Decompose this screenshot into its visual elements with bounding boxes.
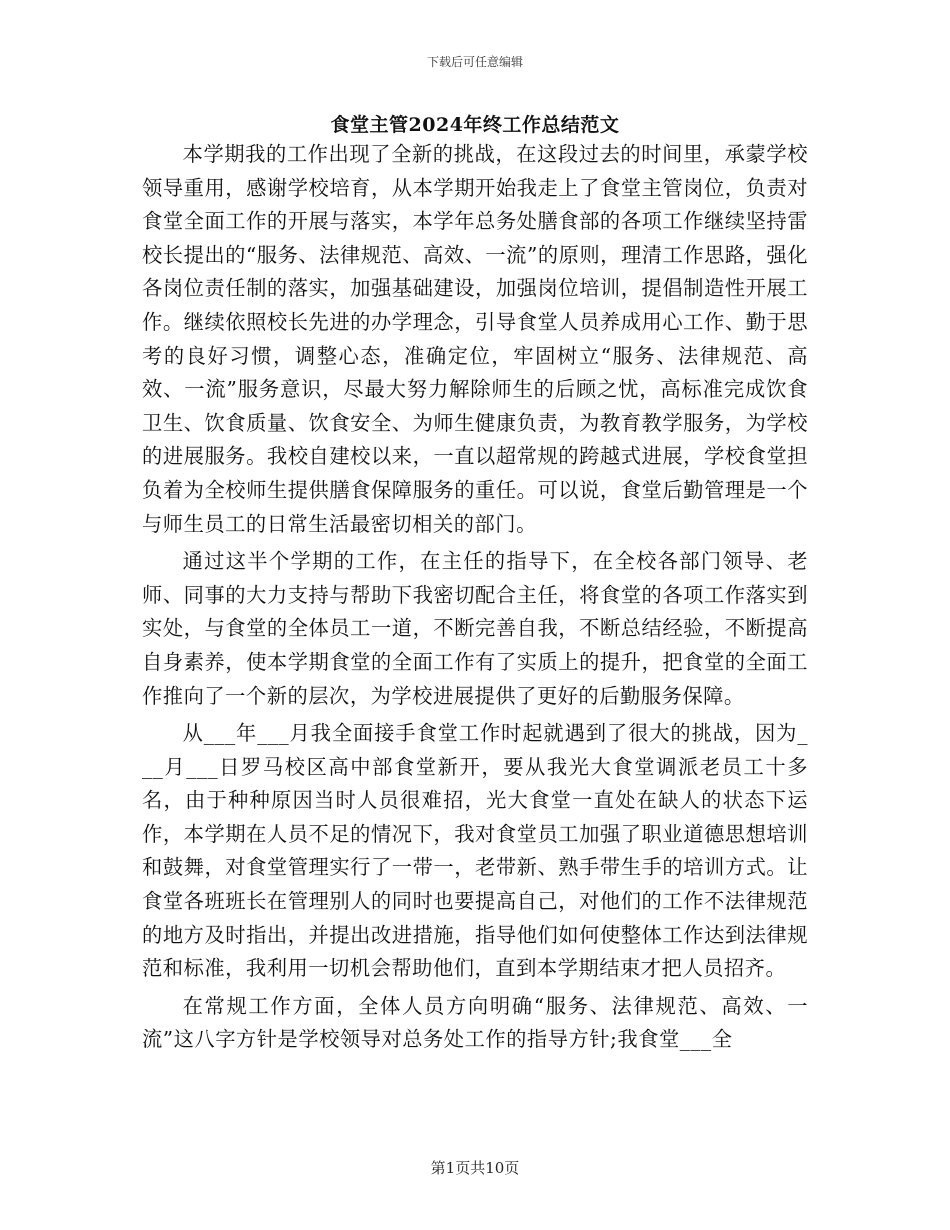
document-body: [142, 138, 808, 1061]
paragraph-2: 通过这半个学期的工作，在主任的指导下，在全校各部门领导、老师、同事的大力支持与帮助下我密切配合主任，将食堂的各项工作落实到实处，与食堂的全体员工一道，不断完善自我，不断总结经验，不断提高自身素养，使本学期食堂的全面工作有了实质上的提升，把食堂的全面工作推向了一个新的层次，为学校进展提供了更好的后勤服务保障。: [142, 549, 808, 708]
paragraph-4: 在常规工作方面，全体人员方向明确“服务、法律规范、高效、一流”这八字方针是学校领导对总务处工作的指导方针;我食堂___全: [142, 993, 808, 1052]
page-header: 下载后可任意编辑: [426, 55, 523, 69]
paragraph-3: 从___年___月我全面接手食堂工作时起就遇到了很大的挑战，因为___月___日罗马校区高中部食堂新开，要从我光大食堂调派老员工十多名，由于种种原因当时人员很难招，光大食堂一直处在缺人的状态下运作，本学期在人员不足的情况下，我对食堂员工加强了职业道德思想培训和鼓舞，对食堂管理实行了一带一，老带新、熟手带生手的培训方式。让食堂各班班长在管理别人的同时也要提高自己，对他们的工作不法律规范的地方及时指出，并提出改进措施，指导他们如何使整体工作达到法律规范和标准，我利用一切机会帮助他们，直到本学期结束才把人员招齐。: [142, 721, 808, 981]
paragraph-1: 本学期我的工作出现了全新的挑战，在这段过去的时间里，承蒙学校领导重用，感谢学校培育，从本学期开始我走上了食堂主管岗位，负责对食堂全面工作的开展与落实，本学年总务处膳食部的各项工作继续坚持雷校长提出的“服务、法律规范、高效、一流”的原则，理清工作思路，强化各岗位责任制的落实，加强基础建设，加强岗位培训，提倡制造性开展工作。继续依照校长先进的办学理念，引导食堂人员养成用心工作、勤于思考的良好习惯，调整心态，准确定位，牢固树立“服务、法律规范、高效、一流”服务意识，尽最大努力解除师生的后顾之忧，高标准完成饮食卫生、饮食质量、饮食安全、为师生健康负责，为教育教学服务，为学校的进展服务。我校自建校以来，一直以超常规的跨越式进展，学校食堂担负着为全校师生提供膳食保障服务的重任。可以说，食堂后勤管理是一个与师生员工的日常生活最密切相关的部门。: [142, 142, 808, 536]
page-number: 第1页共10页: [430, 1159, 520, 1177]
document-title: 食堂主管2024年终工作总结范文: [330, 114, 620, 136]
